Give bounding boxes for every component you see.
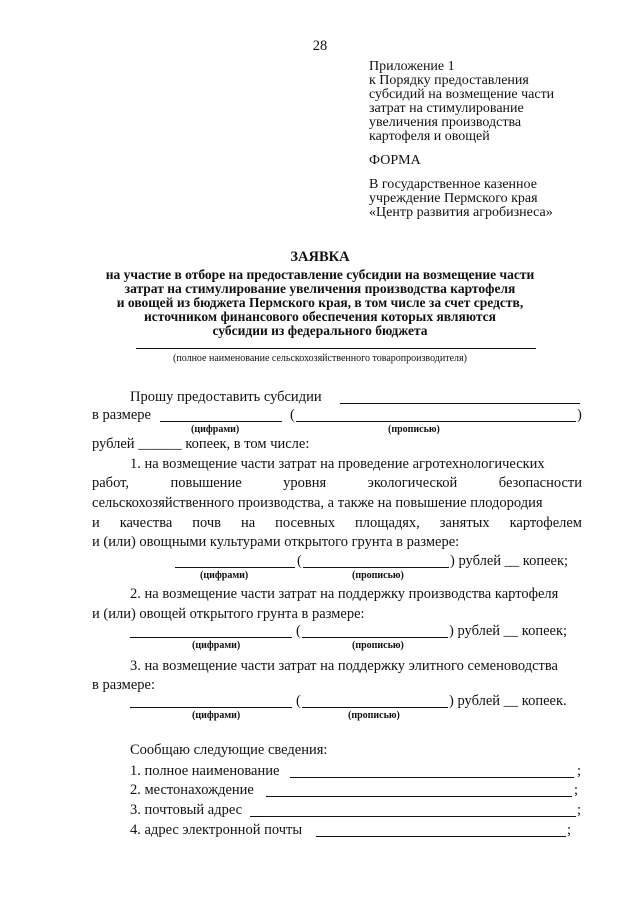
producer-caption: (полное наименование сельскохозяйственного товаропроизводителя) [173,353,467,364]
item3-open-paren: ( [296,693,301,709]
appendix-line: увеличения производства [369,115,522,130]
location-field[interactable] [266,796,572,797]
item2-line: и (или) овощей открытого грунта в размере: [92,606,365,622]
item1-word: на [240,515,256,531]
item1-word: площадях, [355,515,420,531]
item1-word: экологической [367,475,458,491]
info-field-label: 1. полное наименование [130,763,280,779]
email-field[interactable] [316,836,566,837]
item2-words-field[interactable] [302,637,448,638]
request-line1: Прошу предоставить субсидии [130,389,322,405]
postal-address-field[interactable] [250,816,576,817]
item3-digits-field[interactable] [130,707,292,708]
item2-open-paren: ( [296,623,301,639]
item1-open-paren: ( [297,553,302,569]
open-paren: ( [290,407,295,423]
item3-line: в размере: [92,677,156,693]
item1-word: уровня [283,475,327,491]
info-field-label: 4. адрес электронной почты [130,822,303,838]
item2-amount-tail: ) рублей __ копеек; [449,623,568,639]
item1-digits-field[interactable] [175,567,295,568]
item3-caption-digits: (цифрами) [192,710,241,721]
amount-words-field[interactable] [296,421,576,422]
request-amount-label: в размере [92,407,151,423]
info-terminator: ; [577,802,582,818]
item2-caption-digits: (цифрами) [192,640,241,651]
info-intro: Сообщаю следующие сведения: [130,742,328,758]
item1-justified-line [92,476,582,491]
appendix-line: затрат на стимулирование [369,101,524,116]
full-name-field[interactable] [290,777,574,778]
item2-caption-words: (прописью) [352,640,404,651]
appendix-line: субсидий на возмещение части [369,87,555,102]
item1-justified-line [92,516,582,531]
info-field-label: 2. местонахождение [130,782,254,798]
item1-line: и (или) овощными культурами открытого грунта в размере: [92,534,460,550]
item1-word: качества [119,515,173,531]
subsidy-field[interactable] [340,403,580,404]
addressee-line: учреждение Пермского края [369,191,538,206]
item2-line: 2. на возмещение части затрат на поддержку производства картофеля [130,586,559,602]
item3-line: 3. на возмещение части затрат на поддержку элитного семеноводства [130,658,558,674]
page-number: 28 [312,38,328,54]
document-title: ЗАЯВКА [290,249,350,265]
info-field-label: 3. почтовый адрес [130,802,243,818]
subtitle-line: субсидии из федерального бюджета [212,323,428,338]
item1-word: повышение [170,475,242,491]
close-paren: ) [577,407,582,423]
subtitle-line: на участие в отборе на предоставление субсидии на возмещение части [105,267,535,282]
info-terminator: ; [574,782,579,798]
info-terminator: ; [577,763,582,779]
caption-digits: (цифрами) [191,424,240,435]
item1-caption-digits: (цифрами) [200,570,249,581]
appendix-line: Приложение 1 [369,59,455,74]
item1-word: и [92,515,100,531]
item1-words-field[interactable] [303,567,449,568]
item3-caption-words: (прописью) [348,710,400,721]
item1-caption-words: (прописью) [352,570,404,581]
producer-name-field[interactable] [136,348,536,349]
caption-words: (прописью) [388,424,440,435]
item1-amount-tail: ) рублей __ копеек; [450,553,569,569]
addressee-line: «Центр развития агробизнеса» [369,205,553,220]
addressee-line: В государственное казенное [369,177,537,192]
item1-line: сельскохозяйственного производства, а также на повышение плодородия [92,495,543,511]
appendix-line: к Порядку предоставления [369,73,529,88]
item2-digits-field[interactable] [130,637,292,638]
item1-word: безопасности [498,475,582,491]
request-line3: рублей ______ копеек, в том числе: [92,436,310,452]
item1-word: занятых [439,515,490,531]
info-terminator: ; [567,822,572,838]
item1-word: посевных [275,515,336,531]
item1-word: почв [192,515,222,531]
amount-digits-field[interactable] [160,421,282,422]
item1-line: 1. на возмещение части затрат на проведение агротехнологических [130,456,545,472]
item3-words-field[interactable] [302,707,448,708]
item1-word: картофелем [509,515,582,531]
subtitle-line: источником финансового обеспечения которых являются [144,309,496,324]
item3-amount-tail: ) рублей __ копеек. [449,693,567,709]
appendix-line: картофеля и овощей [369,129,490,144]
form-label: ФОРМА [369,153,421,168]
subtitle-line: и овощей из бюджета Пермского края, в том числе за счет средств, [116,295,524,310]
subtitle-line: затрат на стимулирование увеличения производства картофеля [124,281,516,296]
item1-word: работ, [92,475,129,491]
